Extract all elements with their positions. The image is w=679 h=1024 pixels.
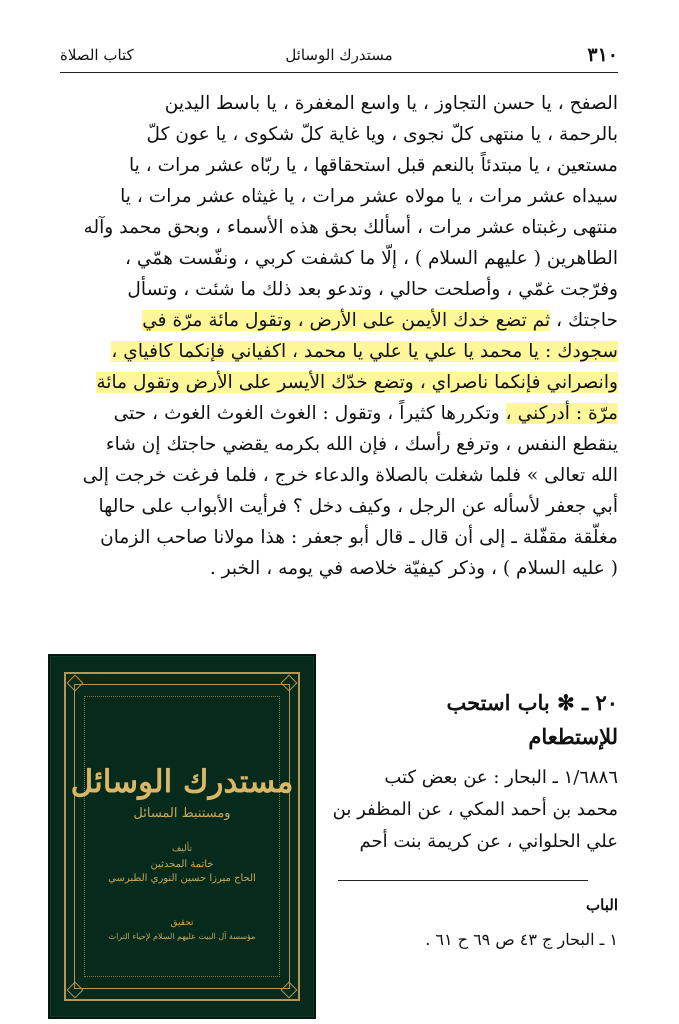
text-span: ينقطع النفس ، وترفع رأسك ، فإن الله بكرمه يقضي حاجتك إن شاء bbox=[105, 434, 618, 455]
text-span: الله تعالى » فلما شغلت بالصلاة والدعاء خرج ، فلما فرغت خرجت إلى bbox=[82, 465, 618, 486]
header-rule bbox=[60, 72, 618, 73]
hadith-text bbox=[318, 762, 618, 858]
text-line bbox=[62, 491, 618, 522]
text-line bbox=[62, 119, 618, 150]
text-line bbox=[62, 305, 618, 336]
cover-author-line: خاتمة المحدثين bbox=[150, 859, 214, 870]
text-line bbox=[62, 367, 618, 398]
cover-author-line: الحاج ميرزا حسين النوري الطبرسي bbox=[108, 873, 256, 884]
hadith-line: ١/٦٨٨٦ ـ البحار : عن بعض كتب bbox=[384, 767, 618, 788]
text-line bbox=[62, 150, 618, 181]
text-line bbox=[62, 553, 618, 584]
text-line bbox=[62, 398, 618, 429]
cover-subtitle: ومستنبط المسائل bbox=[133, 806, 231, 821]
highlighted-text: ثم تضع خدك الأيمن على الأرض ، وتقول مائة مرّة في bbox=[142, 310, 551, 331]
footnote-label: الباب bbox=[586, 896, 618, 914]
text-line bbox=[62, 181, 618, 212]
chapter-heading-line1: ٢٠ ـ ✻ باب استحب bbox=[446, 690, 618, 715]
text-span: بالرحمة ، يا منتهى كلّ نجوى ، ويا غاية كلّ شكوى ، يا عون كلّ bbox=[146, 124, 618, 145]
body-text bbox=[62, 88, 618, 584]
text-line bbox=[62, 88, 618, 119]
chapter-heading bbox=[318, 686, 618, 754]
text-span: وتكررها كثيراً ، وتقول : الغوث الغوث الغوث ، حتى bbox=[113, 403, 506, 424]
text-span: أبي جعفر لأسأله عن الرجل ، وكيف دخل ؟ فرأيت الأبواب على حالها bbox=[98, 496, 618, 517]
hadith-line: محمد بن أحمد المكي ، عن المظفر بن bbox=[332, 799, 618, 820]
text-line bbox=[62, 522, 618, 553]
book-title: مستدرك الوسائل bbox=[285, 46, 393, 64]
highlighted-text: سجودك : يا محمد يا علي يا علي يا محمد ، اكفياني فإنكما كافياي ، bbox=[111, 341, 618, 362]
text-span: مستعين ، يا مبتدئاً بالنعم قبل استحقاقها ، يا ربّاه عشر مرات ، يا bbox=[128, 155, 618, 176]
text-line bbox=[62, 212, 618, 243]
cover-author bbox=[50, 858, 314, 886]
cover-publisher-label: تحقيق bbox=[170, 918, 194, 928]
text-span: مغلّقة مقفّلة ـ إلى أن قال ـ قال أبو جعفر : هذا مولانا صاحب الزمان bbox=[100, 527, 618, 548]
chapter-title: كتاب الصلاة bbox=[60, 46, 134, 64]
book-cover-image bbox=[48, 654, 316, 1019]
chapter-heading-line2: للإستطعام bbox=[528, 724, 618, 749]
text-span: الصفح ، يا حسن التجاوز ، يا واسع المغفرة ، يا باسط اليدين bbox=[164, 93, 618, 114]
highlighted-text: وانصراني فإنكما ناصراي ، وتضع خدّك الأيسر على الأرض وتقول مائة bbox=[96, 372, 618, 393]
text-line bbox=[62, 460, 618, 491]
text-span: منتهى رغبتاه عشر مرات ، أسألك بحق هذه الأسماء ، وبحق محمد وآله bbox=[83, 217, 618, 238]
page-number: ٣١٠ bbox=[587, 44, 618, 66]
cover-title: مستدرك الوسائل bbox=[70, 764, 294, 800]
cover-author-label: تأليف bbox=[171, 844, 193, 854]
hadith-line: علي الحلواني ، عن كريمة بنت أحم bbox=[359, 831, 618, 852]
text-span: الطاهرين ( عليهم السلام ) ، إلّا ما كشفت كربي ، ونفّست همّي ، bbox=[124, 248, 618, 269]
text-line bbox=[62, 336, 618, 367]
cover-publisher: مؤسسة آل البيت عليهم السلام لإحياء التراث bbox=[108, 932, 256, 941]
text-span: سيداه عشر مرات ، يا مولاه عشر مرات ، يا غيثاه عشر مرات ، يا bbox=[120, 186, 618, 207]
text-line bbox=[62, 429, 618, 460]
text-line bbox=[62, 274, 618, 305]
text-line bbox=[62, 243, 618, 274]
text-span: حاجتك ، bbox=[550, 310, 618, 331]
page-header bbox=[60, 44, 618, 70]
text-span: ( عليه السلام ) ، وذكر كيفيّة خلاصه في يومه ، الخبر . bbox=[209, 558, 618, 579]
footnote-rule bbox=[338, 880, 588, 881]
text-span: وفرّجت غمّي ، وأصلحت حالي ، وتدعو بعد ذلك ما شئت ، وتسأل bbox=[127, 279, 618, 300]
footnote: ١ ـ البحار ج ٤٣ ص ٦٩ ح ٦١ . bbox=[425, 930, 618, 949]
highlighted-text: مرّة : أدركني ، bbox=[505, 403, 618, 424]
